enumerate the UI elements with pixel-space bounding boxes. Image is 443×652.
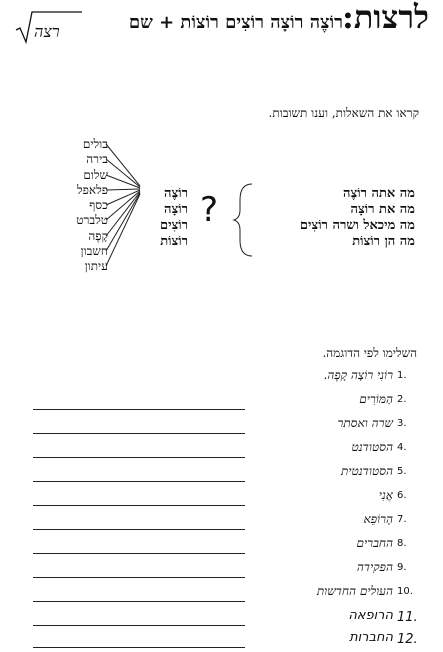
- list-item: שלום: [83, 167, 108, 182]
- list-item: רוֹצָה: [163, 202, 188, 217]
- list-item: טלברט: [76, 213, 108, 228]
- table-row: [33, 610, 423, 630]
- row-subject: החברות: [349, 630, 393, 645]
- question-mark: ?: [200, 190, 219, 230]
- section1-instruction: קראו את השאלות, וענו תשובות.: [268, 106, 419, 120]
- list-item: חשבון: [80, 244, 108, 259]
- connector-line: [106, 193, 140, 251]
- connector-line: [106, 159, 140, 187]
- row-number: 6.: [397, 490, 407, 501]
- row-number: 5.: [397, 466, 407, 477]
- title-verb-forms: רוֹצֶה רוֹצָה רוֹצִים רוֹצוֹת + שם: [128, 12, 343, 33]
- answer-line[interactable]: [33, 601, 245, 602]
- row-subject: הסטודנטית: [341, 464, 393, 478]
- answer-line[interactable]: [33, 529, 245, 530]
- verb-forms-list: [140, 186, 188, 250]
- row-number: 7.: [397, 514, 407, 525]
- row-subject: הפקידה: [356, 560, 393, 574]
- list-item: מה אתה רוֹצֶה: [343, 186, 415, 201]
- row-number: 8.: [397, 538, 407, 549]
- connector-line: [106, 190, 140, 205]
- connector-line: [106, 144, 140, 186]
- answer-line[interactable]: [33, 433, 245, 434]
- row-number: 1.: [397, 370, 407, 381]
- answer-line[interactable]: [33, 577, 245, 578]
- list-item: כסף: [89, 198, 108, 213]
- row-subject: הרופאה: [348, 608, 393, 623]
- table-row: [33, 442, 423, 462]
- row-subject: הָרוֹפֵא: [363, 512, 393, 526]
- connector-line: [106, 189, 140, 190]
- answer-line[interactable]: [33, 625, 245, 626]
- answer-line[interactable]: [33, 481, 245, 482]
- root-word: רצה: [34, 22, 60, 41]
- list-item: מה הן רוֹצוֹת: [352, 234, 415, 249]
- row-subject: שרה ואסתר: [337, 416, 393, 430]
- row-subject: העולים החדשות: [316, 584, 393, 598]
- list-item: עיתון: [84, 259, 108, 274]
- row-number: 12.: [397, 632, 418, 647]
- questions-list: [235, 186, 415, 250]
- answer-line[interactable]: [33, 553, 245, 554]
- table-row: [33, 394, 423, 414]
- list-item: בירה: [86, 152, 108, 167]
- table-row: [33, 514, 423, 534]
- row-subject: אֲנִי: [378, 488, 393, 502]
- list-item: פלאפל: [76, 182, 108, 197]
- row-number: 10.: [397, 586, 413, 597]
- answer-line[interactable]: [33, 647, 245, 648]
- table-row: [33, 418, 423, 438]
- list-item: רוֹצוֹת: [160, 234, 188, 249]
- list-item: רוֹצֶה: [163, 186, 188, 201]
- row-subject: החברים: [356, 536, 393, 550]
- row-subject: הסטודנט: [351, 440, 393, 454]
- row-number: 2.: [397, 394, 407, 405]
- list-item: בולים: [82, 137, 108, 151]
- table-row: [33, 586, 423, 606]
- page-title: לרצות:: [342, 0, 429, 36]
- section2-instruction: השלימו לפי הדוגמה.: [322, 346, 417, 360]
- list-item: מה מיכאל ושרה רוֹצִים: [299, 218, 415, 233]
- list-item: קָפֶה: [88, 228, 108, 243]
- answer-line[interactable]: [33, 409, 245, 410]
- connector-line: [106, 175, 140, 188]
- row-number: 4.: [397, 442, 407, 453]
- table-row: [33, 562, 423, 582]
- table-row: [33, 632, 423, 652]
- row-number: 11.: [397, 610, 418, 625]
- table-row: [33, 370, 423, 390]
- row-number: 9.: [397, 562, 407, 573]
- list-item: מה את רוֹצָה: [350, 202, 415, 217]
- row-subject: הַמּוֹרִים: [359, 392, 393, 406]
- table-row: [33, 466, 423, 486]
- table-row: [33, 538, 423, 558]
- row-subject: רוֹנִי רוֹצָה קָפֶה.: [323, 368, 393, 382]
- answer-line[interactable]: [33, 457, 245, 458]
- list-item: רוֹצִים: [159, 218, 188, 233]
- row-number: 3.: [397, 418, 407, 429]
- answer-line[interactable]: [33, 505, 245, 506]
- table-row: [33, 490, 423, 510]
